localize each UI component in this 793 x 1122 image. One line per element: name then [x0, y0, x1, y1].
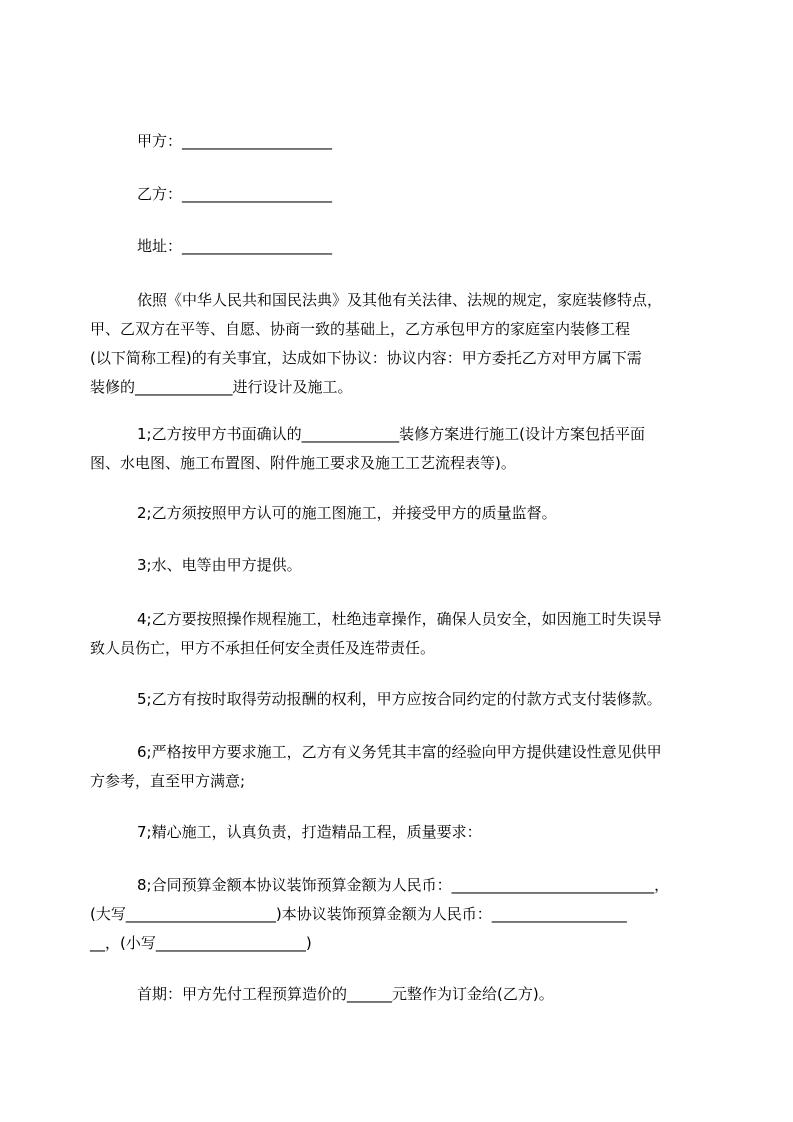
intro-line: (以下简称工程)的有关事宜，达成如下协议：协议内容：甲方委托乙方对甲方属下需 [90, 349, 642, 367]
first-payment-line: 首期：甲方先付工程预算造价的______元整作为订金给(乙方)。 [137, 985, 554, 1003]
clause-line: 6;严格按甲方要求施工，乙方有义务凭其丰富的经验向甲方提供建设性意见供甲 [137, 743, 662, 761]
intro-paragraph [90, 286, 710, 402]
clause-line: 1;乙方按甲方书面确认的_____________装修方案进行施工(设计方案包括平面 [137, 425, 645, 443]
clause-8 [90, 871, 710, 958]
clause-3: 3;水、电等由甲方提供。 [137, 556, 302, 574]
intro-line: 甲、乙双方在平等、自愿、协商一致的基础上，乙方承包甲方的家庭室内装修工程 [90, 320, 631, 338]
clause-line: 方参考，直至甲方满意; [90, 772, 246, 790]
clause-line: __，(小写____________________) [90, 934, 312, 952]
clause-line: 图、水电图、施工布置图、附件施工要求及施工工艺流程表等)。 [90, 454, 516, 472]
clause-line: (大写____________________)本协议装饰预算金额为人民币：__________________ [90, 905, 627, 923]
clause-line: 8;合同预算金额本协议装饰预算金额为人民币：___________________________， [137, 876, 670, 894]
clause-1 [90, 420, 710, 478]
party-a-line: 甲方：____________________ [137, 132, 333, 150]
clause-line: 4;乙方要按照操作规程施工，杜绝违章操作，确保人员安全，如因施工时失误导 [137, 610, 662, 628]
clause-line: 致人员伤亡，甲方不承担任何安全责任及连带责任。 [90, 639, 436, 657]
clause-2: 2;乙方须按照甲方认可的施工图施工，并接受甲方的质量监督。 [137, 504, 557, 522]
clause-5: 5;乙方有按时取得劳动报酬的权利，甲方应按合同约定的付款方式支付装修款。 [137, 690, 662, 708]
intro-line: 装修的_____________进行设计及施工。 [90, 378, 353, 396]
party-b-line: 乙方：____________________ [137, 185, 333, 203]
intro-line: 依照《中华人民共和国民法典》及其他有关法律、法规的规定，家庭装修特点， [137, 291, 663, 309]
address-line: 地址：____________________ [137, 237, 333, 255]
clause-6 [90, 738, 710, 796]
clause-4 [90, 605, 710, 663]
clause-7: 7;精心施工，认真负责，打造精品工程，质量要求： [137, 823, 482, 841]
